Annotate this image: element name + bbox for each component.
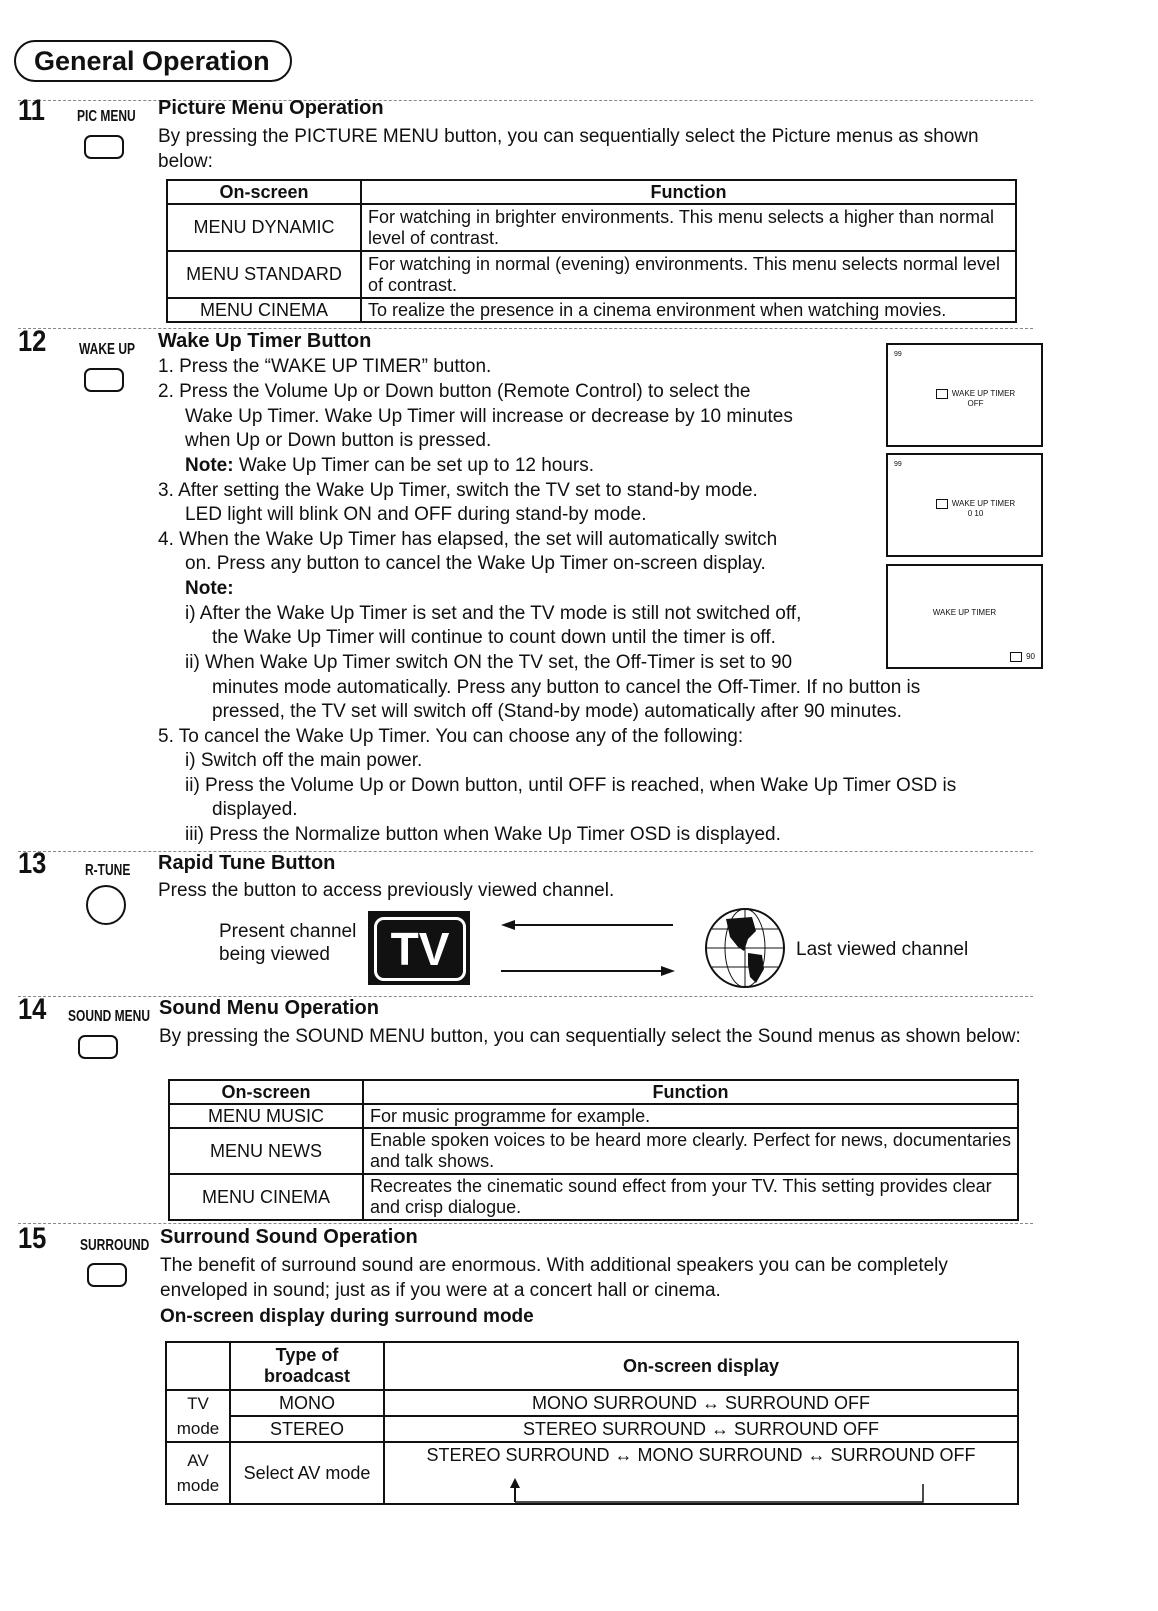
table-cell: MENU NEWS <box>169 1128 363 1174</box>
table-header-empty <box>166 1342 230 1390</box>
globe-icon <box>704 907 786 989</box>
osd-channel: 99 <box>894 461 902 468</box>
arrow-right-head <box>661 966 675 976</box>
table-header: On-screen display <box>384 1342 1018 1390</box>
step-text: ii) When Wake Up Timer switch ON the TV set, the Off-Timer is set to 90 <box>185 652 793 673</box>
table-row <box>167 251 1016 298</box>
step-text: the Wake Up Timer will continue to count down until the timer is off. <box>212 627 776 648</box>
subtitle: On-screen display during surround mode <box>160 1306 534 1327</box>
step-text: 4. When the Wake Up Timer has elapsed, the set will automatically switch <box>158 529 778 550</box>
present-channel-label: Present channel <box>219 921 357 942</box>
table-cell: AV mode <box>166 1442 230 1504</box>
note-text: Wake Up Timer can be set up to 12 hours. <box>238 455 595 476</box>
osd-value: 0 10 <box>967 509 984 518</box>
step-text: 5. To cancel the Wake Up Timer. You can choose any of the following: <box>158 726 744 747</box>
r-tune-label: R-TUNE <box>85 862 131 879</box>
note-heading: Note: <box>185 578 234 599</box>
table-cell: MENU MUSIC <box>169 1104 363 1128</box>
table-header: Type of broadcast <box>230 1342 384 1390</box>
step-text: on. Press any button to cancel the Wake Up Timer on-screen display. <box>185 553 766 574</box>
osd-value: 90 <box>1026 652 1035 662</box>
step-text: iii) Press the Normalize button when Wake Up Timer OSD is displayed. <box>185 824 781 845</box>
note-line <box>185 454 594 479</box>
table-cell: MONO <box>230 1390 384 1416</box>
osd-value: OFF <box>967 399 984 408</box>
divider <box>18 328 1033 329</box>
wake-up-label: WAKE UP <box>79 341 136 358</box>
wake-up-button-icon <box>84 368 124 392</box>
note-label: Note: <box>185 455 234 476</box>
table-cell: For music programme for example. <box>363 1104 1018 1128</box>
table-row <box>167 204 1016 251</box>
table-cell: MENU STANDARD <box>167 251 361 298</box>
table-cell: STEREO SURROUND ↔ SURROUND OFF <box>384 1416 1018 1442</box>
sound-menu-label: SOUND MENU <box>68 1008 151 1025</box>
osd-label: WAKE UP TIMER <box>932 608 997 617</box>
table-cell: Select AV mode <box>230 1442 384 1504</box>
timer-icon <box>1010 652 1022 662</box>
section-heading: Sound Menu Operation <box>159 997 379 1019</box>
section-intro: Press the button to access previously viewed channel. <box>158 880 615 901</box>
table-row <box>166 1390 1018 1416</box>
step-text: 2. Press the Volume Up or Down button (Remote Control) to select the <box>158 381 751 402</box>
step-text: displayed. <box>212 799 298 820</box>
surround-button-icon <box>87 1263 127 1287</box>
cycle-return-arrow <box>505 1476 930 1506</box>
osd-label: WAKE UP TIMER <box>951 499 1016 509</box>
section-heading: Rapid Tune Button <box>158 852 336 874</box>
step-text: when Up or Down button is pressed. <box>185 430 492 451</box>
pic-menu-label: PIC MENU <box>77 108 136 125</box>
step-text: 1. Press the “WAKE UP TIMER” button. <box>158 356 492 377</box>
step-text: Wake Up Timer. Wake Up Timer will increase or decrease by 10 minutes <box>185 406 793 427</box>
surround-label: SURROUND <box>80 1237 150 1254</box>
osd-channel: 99 <box>894 351 902 358</box>
step-text: i) After the Wake Up Timer is set and the TV mode is still not switched off, <box>185 603 802 624</box>
step-text: ii) Press the Volume Up or Down button, until OFF is reached, when Wake Up Timer OSD is <box>185 775 957 796</box>
section-intro: The benefit of surround sound are enormous. With additional speakers you can be completely enveloped in sound; just as if you were at a concert hall or cinema. <box>160 1255 948 1301</box>
section-number: 15 <box>18 1222 47 1255</box>
arrow-left-head <box>501 920 515 930</box>
section-heading: Wake Up Timer Button <box>158 330 372 352</box>
table-cell: Enable spoken voices to be heard more clearly. Perfect for news, documentaries and talk shows. <box>363 1128 1018 1174</box>
table-cell: Recreates the cinematic sound effect from your TV. This setting provides clear and crisp dialogue. <box>363 1174 1018 1220</box>
section-heading: Surround Sound Operation <box>160 1226 418 1248</box>
table-cell: MENU CINEMA <box>167 298 361 322</box>
sound-menu-table <box>168 1079 1019 1221</box>
tv-icon-text: TV <box>374 917 466 981</box>
section-number: 13 <box>18 847 47 880</box>
sound-menu-button-icon <box>78 1035 118 1059</box>
section-number: 11 <box>18 94 45 127</box>
table-cell: For watching in brighter environments. This menu selects a higher than normal level of contrast. <box>361 204 1016 251</box>
table-cell: MENU DYNAMIC <box>167 204 361 251</box>
table-cell: STEREO <box>230 1416 384 1442</box>
section-number: 12 <box>18 325 47 358</box>
present-channel-label: being viewed <box>219 944 330 965</box>
step-text: i) Switch off the main power. <box>185 750 423 771</box>
timer-icon <box>936 389 948 399</box>
table-cell: For watching in normal (evening) environments. This menu selects normal level of contrast. <box>361 251 1016 298</box>
r-tune-button-icon <box>86 885 126 925</box>
pic-menu-button-icon <box>84 135 124 159</box>
section-intro: By pressing the SOUND MENU button, you can sequentially select the Sound menus as shown below: <box>159 1026 1021 1047</box>
table-header: On-screen <box>169 1080 363 1104</box>
step-text: LED light will blink ON and OFF during stand-by mode. <box>185 504 647 525</box>
table-row <box>167 298 1016 322</box>
section-heading: Picture Menu Operation <box>158 97 384 119</box>
table-header: Function <box>361 180 1016 204</box>
table-row <box>169 1128 1018 1174</box>
table-cell: TV mode <box>166 1390 230 1442</box>
tv-icon <box>368 911 470 985</box>
osd-label: WAKE UP TIMER <box>951 389 1016 399</box>
table-cell: MONO SURROUND ↔ SURROUND OFF <box>384 1390 1018 1416</box>
table-cell: MENU CINEMA <box>169 1174 363 1220</box>
step-text: 3. After setting the Wake Up Timer, switch the TV set to stand-by mode. <box>158 480 758 501</box>
step-text: minutes mode automatically. Press any button to cancel the Off-Timer. If no button is <box>212 677 921 698</box>
page-title: General Operation <box>14 40 292 82</box>
picture-menu-table <box>166 179 1017 323</box>
osd-cycle-text: STEREO SURROUND ↔ MONO SURROUND ↔ SURROUND OFF <box>426 1445 976 1465</box>
table-row <box>166 1416 1018 1442</box>
arrows <box>495 915 685 979</box>
osd-screen <box>886 343 1043 447</box>
table-row <box>169 1174 1018 1220</box>
last-channel-label: Last viewed channel <box>796 939 969 960</box>
section-intro: By pressing the PICTURE MENU button, you can sequentially select the Picture menus as shown below: <box>158 126 979 172</box>
table-row <box>169 1104 1018 1128</box>
osd-screen <box>886 453 1043 557</box>
step-text: pressed, the TV set will switch off (Stand-by mode) automatically after 90 minutes. <box>212 701 902 722</box>
table-header: Function <box>363 1080 1018 1104</box>
section-number: 14 <box>18 993 47 1026</box>
divider <box>18 1223 1033 1224</box>
timer-icon <box>936 499 948 509</box>
table-cell: To realize the presence in a cinema environment when watching movies. <box>361 298 1016 322</box>
osd-screen <box>886 564 1043 669</box>
table-header: On-screen <box>167 180 361 204</box>
